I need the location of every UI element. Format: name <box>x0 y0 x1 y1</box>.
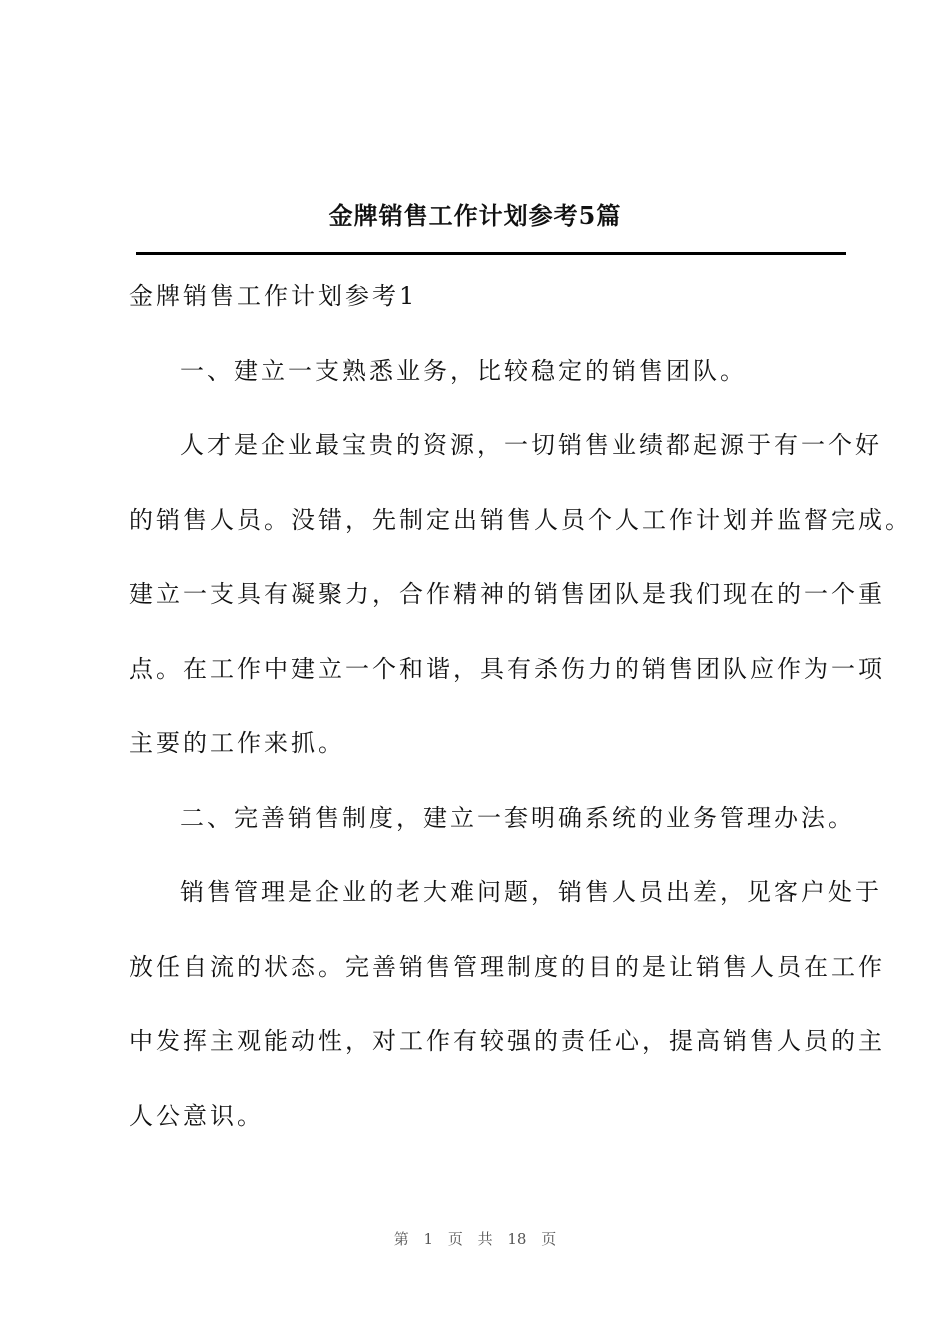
paragraph-line: 人公意识。 <box>129 1102 264 1130</box>
page-footer: 第 1 页 共 18 页 <box>393 1230 557 1248</box>
title-rule <box>136 252 846 255</box>
point-heading-2: 二、完善销售制度，建立一套明确系统的业务管理办法。 <box>180 804 855 832</box>
paragraph-line: 点。在工作中建立一个和谐，具有杀伤力的销售团队应作为一项 <box>129 655 885 683</box>
document-title: 金牌销售工作计划参考5篇 <box>328 201 622 230</box>
paragraph-line: 主要的工作来抓。 <box>129 729 345 757</box>
paragraph-line: 人才是企业最宝贵的资源，一切销售业绩都起源于有一个好 <box>180 431 882 459</box>
paragraph-line: 的销售人员。没错，先制定出销售人员个人工作计划并监督完成。 <box>129 506 912 534</box>
section-heading: 金牌销售工作计划参考1 <box>129 282 418 310</box>
paragraph-line: 销售管理是企业的老大难问题，销售人员出差，见客户处于 <box>180 878 882 906</box>
point-heading-1: 一、建立一支熟悉业务，比较稳定的销售团队。 <box>180 357 747 385</box>
paragraph-line: 建立一支具有凝聚力，合作精神的销售团队是我们现在的一个重 <box>129 580 885 608</box>
paragraph-line: 放任自流的状态。完善销售管理制度的目的是让销售人员在工作 <box>129 953 885 981</box>
paragraph-line: 中发挥主观能动性，对工作有较强的责任心，提高销售人员的主 <box>129 1027 885 1055</box>
